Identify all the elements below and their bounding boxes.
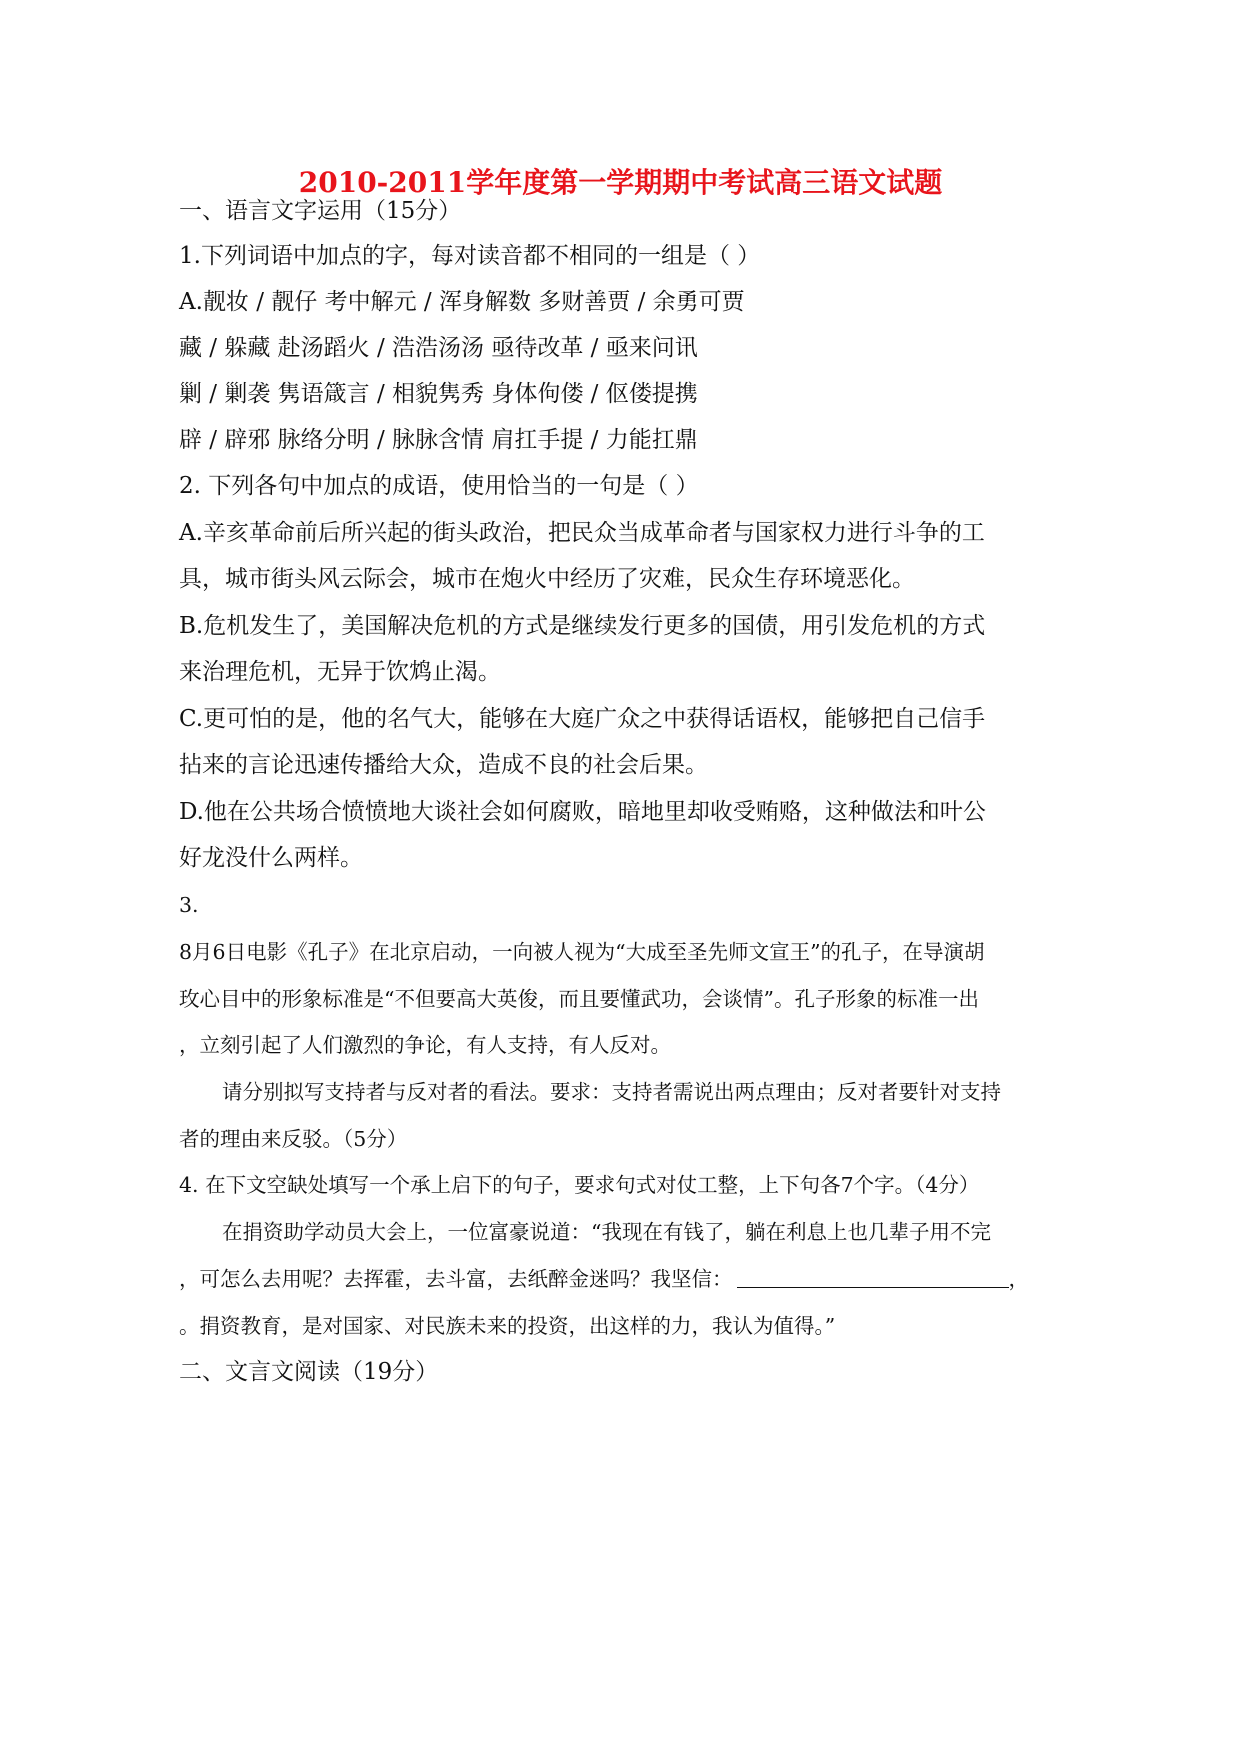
question-3-passage-line1: 8月6日电影《孔子》在北京启动，一向被人视为“大成至圣先师文宣王”的孔子，在导演胡 xyxy=(179,940,985,964)
question-3-requirement-line1: 请分别拟写支持者与反对者的看法。要求：支持者需说出两点理由；反对者要针对支持 xyxy=(222,1080,1001,1104)
question-1-option-d: 辟 / 辟邪 脉络分明 / 脉脉含情 肩扛手提 / 力能扛鼎 xyxy=(179,427,698,453)
question-1-stem: 1.下列词语中加点的字，每对读音都不相同的一组是（ ） xyxy=(179,243,761,269)
question-4-stem: 4. 在下文空缺处填写一个承上启下的句子，要求句式对仗工整，上下句各7个字。（4分） xyxy=(179,1173,980,1197)
question-4-passage-line2 xyxy=(179,1264,1029,1294)
question-3-passage-line3: ，立刻引起了人们激烈的争论，有人支持，有人反对。 xyxy=(179,1033,671,1057)
section-two-heading: 二、文言文阅读（19分） xyxy=(179,1359,439,1385)
question-2-option-a-line1: A.辛亥革命前后所兴起的街头政治，把民众当成革命者与国家权力进行斗争的工 xyxy=(179,520,985,546)
question-4-passage-line3: 。捐资教育，是对国家、对民族未来的投资，出这样的力，我认为值得。” xyxy=(179,1314,836,1338)
question-1-option-b: 藏 / 躲藏 赴汤蹈火 / 浩浩汤汤 亟待改革 / 亟来问讯 xyxy=(179,335,698,361)
question-2-option-c-line1: C.更可怕的是，他的名气大，能够在大庭广众之中获得话语权，能够把自己信手 xyxy=(179,706,986,732)
question-2-option-c-line2: 拈来的言论迅速传播给大众，造成不良的社会后果。 xyxy=(179,752,708,778)
question-1-option-c: 剿 / 剿袭 隽语箴言 / 相貌隽秀 身体佝偻 / 伛偻提携 xyxy=(179,381,698,407)
answer-blank[interactable] xyxy=(737,1267,1009,1288)
question-2-option-d-line1: D.他在公共场合愤愤地大谈社会如何腐败，暗地里却收受贿赂，这种做法和叶公 xyxy=(179,799,986,825)
question-4-passage-line2-end: ， xyxy=(1008,1267,1029,1291)
question-3-passage-line2: 玫心目中的形象标准是“不但要高大英俊，而且要懂武功，会谈情”。孔子形象的标准一出 xyxy=(179,987,979,1011)
question-2-option-b-line2: 来治理危机，无异于饮鸩止渴。 xyxy=(179,659,501,685)
question-2-option-d-line2: 好龙没什么两样。 xyxy=(179,845,363,871)
question-1-option-a: A.靓妆 / 靓仔 考中解元 / 浑身解数 多财善贾 / 余勇可贾 xyxy=(179,289,745,315)
document-title: 2010-2011学年度第一学期期中考试高三语文试题 xyxy=(298,166,943,199)
question-3-number: 3. xyxy=(179,893,199,917)
question-3-requirement-line2: 者的理由来反驳。（5分） xyxy=(179,1127,408,1151)
question-4-passage-line1: 在捐资助学动员大会上，一位富豪说道：“我现在有钱了，躺在利息上也几辈子用不完 xyxy=(222,1220,991,1244)
section-one-heading: 一、语言文字运用（15分） xyxy=(179,198,462,224)
question-2-stem: 2. 下列各句中加点的成语，使用恰当的一句是（ ） xyxy=(179,473,699,499)
question-2-option-a-line2: 具，城市街头风云际会，城市在炮火中经历了灾难，民众生存环境恶化。 xyxy=(179,566,915,592)
question-2-option-b-line1: B.危机发生了，美国解决危机的方式是继续发行更多的国债，用引发危机的方式 xyxy=(179,613,986,639)
question-4-passage-line2-text: ，可怎么去用呢？去挥霍，去斗富，去纸醉金迷吗？我坚信： xyxy=(179,1267,733,1291)
